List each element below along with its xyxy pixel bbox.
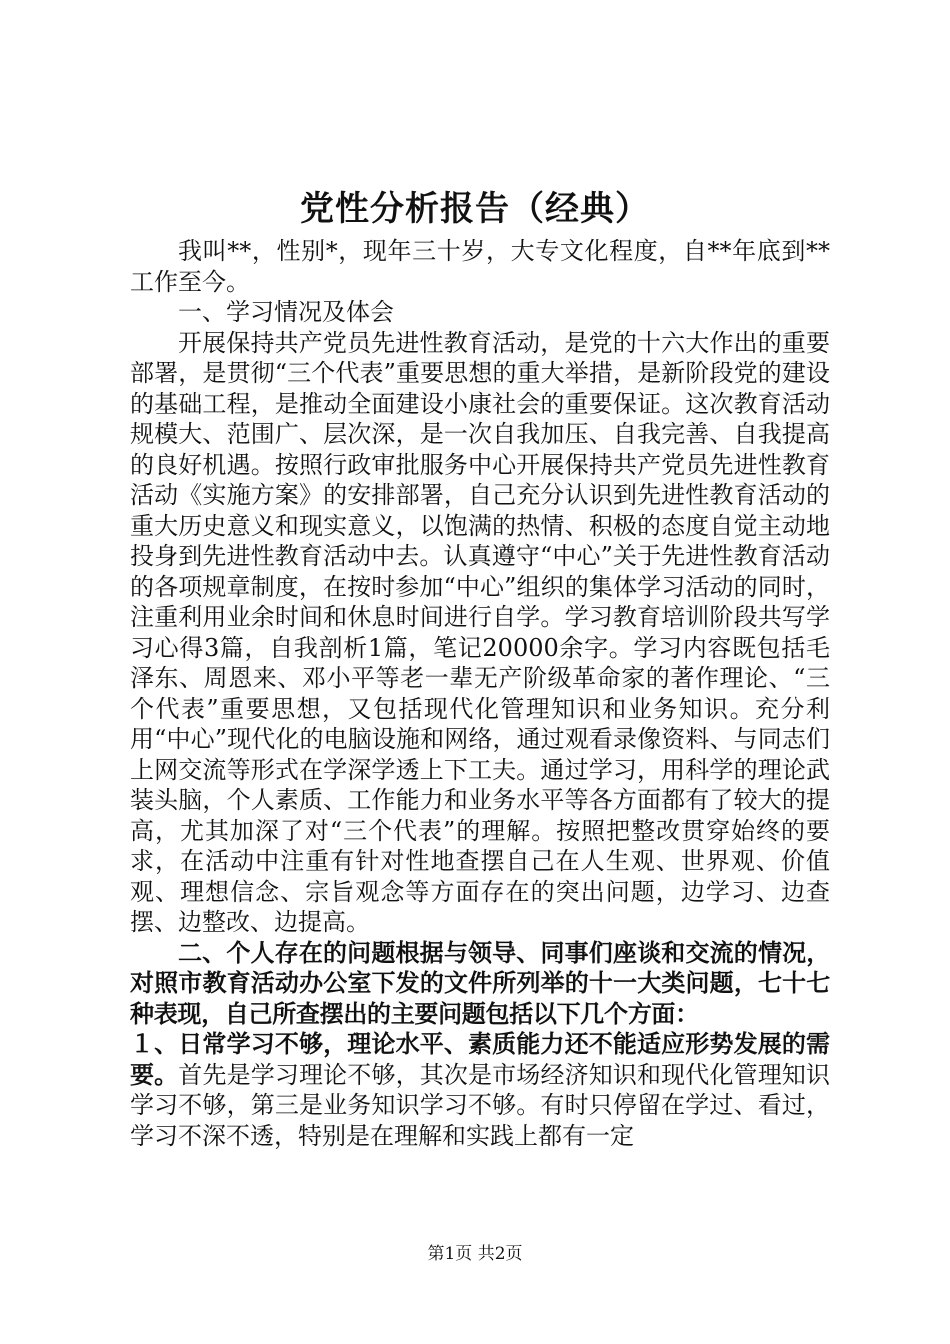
item-1-text: 首先是学习理论不够，其次是市场经济知识和现代化管理知识学习不够，第三是业务知识学习不够。有时只停留在学过、看过，学习不深不透，特别是在理解和实践上都有一定 <box>130 1060 831 1150</box>
section-1-heading: 一、学习情况及体会 <box>178 298 394 326</box>
section-1-paragraph: 开展保持共产党员先进性教育活动，是党的十六大作出的重要部署，是贯彻“三个代表”重要思想的重大举措，是新阶段党的建设的基础工程，是推动全面建设小康社会的重要保证。这次教育活动规模大、范围广、层次深，是一次自我加压、自我完善、自我提高的良好机遇。按照行政审批服务中心开展保持共产党员先进性教育活动《实施方案》的安排部署，自己充分认识到先进性教育活动的重大历史意义和现实意义，以饱满的热情、积极的态度自觉主动地投身到先进性教育活动中去。认真遵守“中心”关于先进性教育活动的各项规章制度，在按时参加“中心”组织的集体学习活动的同时，注重利用业余时间和休息时间进行自学。学习教育培训阶段共写学习心得3篇，自我剖析1篇，笔记20000余字。学习内容既包括毛泽东、周恩来、邓小平等老一辈无产阶级革命家的著作理论、“三个代表”重要思想，又包括现代化管理知识和业务知识。充分利用“中心”现代化的电脑设施和网络，通过观看录像资料、与同志们上网交流等形式在学深学透上下工夫。通过学习，用科学的理论武装头脑，个人素质、工作能力和业务水平等各方面都有了较大的提高，尤其加深了对“三个代表”的理解。按照把整改贯穿始终的要求，在活动中注重有针对性地查摆自己在人生观、世界观、价值观、理想信念、宗旨观念等方面存在的突出问题，边学习、边查摆、边整改、边提高。 <box>130 328 830 936</box>
page-number-footer: 第1页 共2页 <box>427 1244 523 1264</box>
item-1-heading: １、日常学习不够，理论水平、素质能力还不能适应形势发展的需要。 <box>130 1030 830 1089</box>
document-body <box>130 236 830 1151</box>
intro-paragraph: 我叫**，性别*，现年三十岁，大专文化程度，自**年底到**工作至今。 <box>130 237 830 296</box>
document-title: 党性分析报告（经典） <box>300 189 650 229</box>
section-2-heading: 二、个人存在的问题根据与领导、同事们座谈和交流的情况，对照市教育活动办公室下发的文件所列举的十一大类问题，七十七种表现，自己所查摆出的主要问题包括以下几个方面： <box>130 938 830 1028</box>
item-1-paragraph <box>130 1029 830 1151</box>
